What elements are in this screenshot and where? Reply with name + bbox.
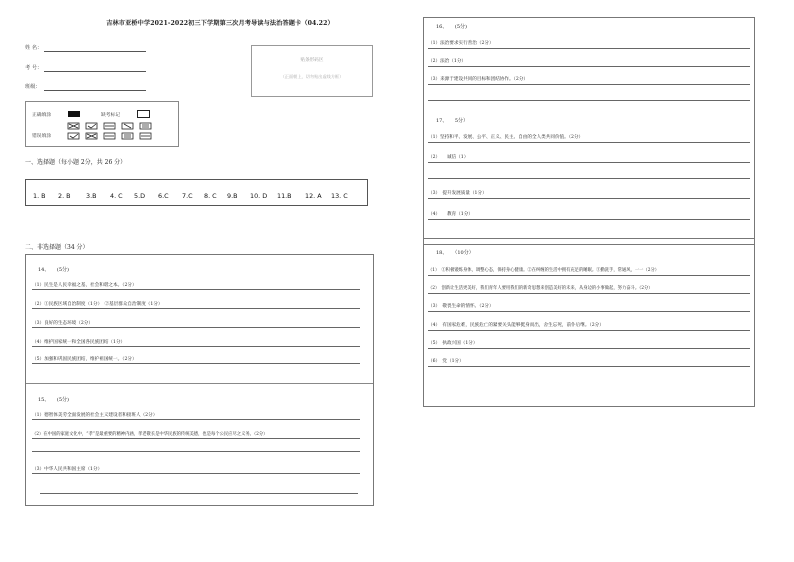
answer-4: 4. C: [110, 192, 123, 200]
section-2-heading: 二、非选择题（34 分）: [25, 244, 89, 251]
barcode-area: [251, 45, 373, 97]
name-field[interactable]: [44, 51, 146, 52]
answer-13: 13. C: [331, 192, 348, 200]
q18-line-2: [428, 293, 750, 294]
q15-answer-3: （3）中华人民共和国主席（1分）: [32, 467, 103, 472]
q16-answer-2: （2）法治（1分）: [428, 59, 467, 64]
q18-answer-3: （3） 敬畏生命的情怀。（2分）: [428, 304, 494, 309]
answer-6: 6.C: [158, 192, 169, 200]
q14-line-1: [32, 289, 360, 290]
q15-heading: 15、 (5分): [38, 397, 69, 403]
answer-10: 10. D: [250, 192, 268, 200]
exam-number-label: 考 号：: [25, 65, 43, 71]
q16-answer-1: （1）法治要求实行善治（2分）: [428, 41, 494, 46]
q18-line-4: [428, 330, 750, 331]
absent-mark-box[interactable]: [137, 110, 150, 118]
q15-answer-1: （1）德智体美劳全面发展的社会主义建设者和接班人（2分）: [32, 413, 158, 418]
answer-7: 7.C: [182, 192, 193, 200]
q17-line-4: [428, 219, 750, 220]
page-title: 吉林市亚桥中学2021-2022初三下学期第三次月考导读与法治答题卡（04.22）: [106, 20, 334, 27]
q14-answer-2: （2）①民族区域自治制度（1分） ②基层群众自治制度（1分）: [32, 302, 163, 307]
class-field[interactable]: [44, 90, 146, 91]
q14-q15-answer-box: [25, 254, 374, 506]
q14-line-3: [32, 327, 360, 328]
q14-line-2: [32, 308, 360, 309]
q15-line-2: [32, 438, 360, 439]
q14-answer-1: （1）民生是人民幸福之基，社会和谐之本。（2分）: [32, 283, 137, 288]
q17-line-2: [428, 162, 750, 163]
fill-legend: [25, 101, 179, 147]
q17-answer-2: （2） 诚信（1）: [428, 155, 469, 160]
correct-fill-swatch: [68, 111, 80, 117]
q18-line-3: [428, 311, 750, 312]
wrong-fill-examples: [67, 122, 177, 142]
q15-line-2b: [32, 451, 360, 452]
q18-answer-2: （2） 创新让生活更美好，我们青年人要用我们的新奇思想来创造美好的未来，从身边的小事做起，努力奋斗。（2分）: [428, 286, 653, 291]
q16-heading: 16、 (5分): [436, 24, 467, 30]
q17-answer-4: （4） 教育（1分）: [428, 212, 473, 217]
answer-9: 9.B: [227, 192, 238, 200]
q18-answer-5: （5） 执政兴国（1分）: [428, 341, 478, 346]
q18-line-1: [428, 275, 750, 276]
answer-3: 3.B: [86, 192, 97, 200]
q18-line-6: [428, 366, 750, 367]
q17-answer-3: （3） 提升发展质量（1分）: [428, 191, 487, 196]
section-1-heading: 一、选择题（每小题 2分，共 26 分）: [25, 159, 127, 166]
answer-12: 12. A: [305, 192, 322, 200]
q14-heading: 14、 (5分): [38, 267, 69, 273]
barcode-title: 贴条形码区: [300, 58, 324, 63]
answer-1: 1. B: [33, 192, 46, 200]
q16-q17-answer-box: [423, 17, 755, 245]
q18-answer-1: （1） ①积极锻炼身体，调整心态，保持身心健康。②在纠缠的生活中拥有充足的睡眠。③勤洗手，常通风，一一（2分）: [428, 268, 660, 273]
answer-11: 11.B: [277, 192, 292, 200]
answer-8: 8. C: [204, 192, 217, 200]
q17-line-2b: [428, 178, 750, 179]
exam-number-field[interactable]: [44, 71, 146, 72]
wrong-fill-label: 错误填涂: [32, 134, 52, 139]
absent-mark-label: 缺考标记: [101, 113, 121, 118]
q15-line-1: [32, 419, 360, 420]
name-label: 姓 名：: [25, 45, 43, 51]
correct-fill-label: 正确填涂: [32, 113, 52, 118]
q14-answer-4: （4）维护国家统一和全国各民族团结（1分）: [32, 340, 126, 345]
q16-line-3: [428, 84, 750, 85]
q18-heading: 18、 （10分）: [436, 250, 474, 256]
q18-answer-6: （6） 党（1分）: [428, 359, 464, 364]
q14-answer-3: （3）良好的生态环境（2分）: [32, 321, 93, 326]
q17-line-1: [428, 142, 750, 143]
q16-line-4: [428, 100, 750, 101]
answer-5: 5.D: [134, 192, 146, 200]
q18-line-5: [428, 348, 750, 349]
q14-line-5: [32, 363, 360, 364]
q16-line-1: [428, 48, 750, 49]
q15-line-4: [40, 493, 358, 494]
q15-line-3: [32, 473, 360, 474]
class-label: 班级：: [25, 84, 41, 90]
q17-answer-1: （1）坚持和平、发展、公平、正义、民主、自由的全人类共同价值。（2分）: [428, 135, 584, 140]
choice-answers-box: [25, 179, 368, 206]
q14-line-4: [32, 346, 360, 347]
q17-line-3: [428, 198, 750, 199]
barcode-note: （正面朝上，切勿贴出虚线方框）: [280, 74, 344, 79]
q18-answer-box: [423, 238, 755, 407]
q18-answer-4: （4） 有国家危难，民族危亡的紧要关头能够挺身而出，舍生忘死，前仆后继。（2分）: [428, 323, 604, 328]
q14-answer-5: （5）加强和巩固民族团结，维护祖国统一。（2分）: [32, 357, 137, 362]
q17-heading: 17、 5分）: [436, 118, 469, 124]
q16-answer-3: （3）来源于建设共同的目标和团结协作。（2分）: [428, 77, 529, 82]
answer-2: 2. B: [58, 192, 71, 200]
q15-answer-2: （2）在中国的家庭文化中，“孝”是最重要的精神内涵，孝老敬长是中华民族的传统美德，也是每个公民应尽之义务。（2分）: [32, 432, 268, 437]
q14-q15-divider: [26, 383, 373, 384]
q16-line-2: [428, 66, 750, 67]
